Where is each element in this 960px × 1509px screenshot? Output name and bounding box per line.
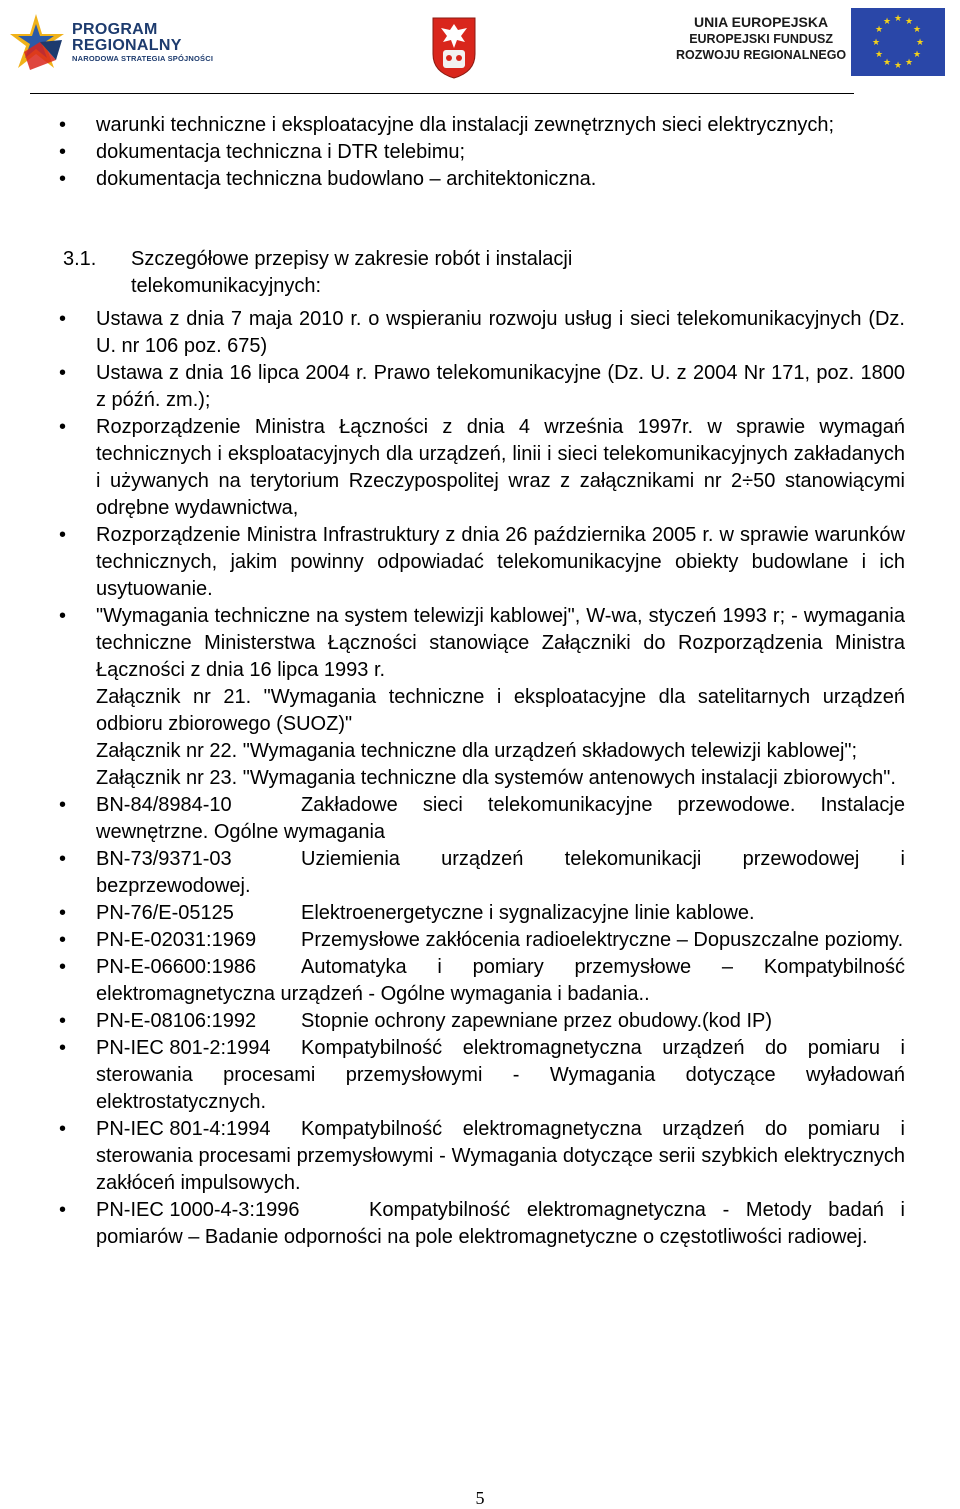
list-item: • Ustawa z dnia 16 lipca 2004 r. Prawo telekomunikacyjne (Dz. U. z 2004 Nr 171, poz. 1800 z późń. zm.); bbox=[55, 360, 905, 414]
standard-title: Przemysłowe zakłócenia radioelektryczne – Dopuszczalne poziomy. bbox=[301, 929, 904, 951]
requirements-list bbox=[55, 112, 905, 193]
svg-text:★: ★ bbox=[871, 38, 881, 48]
page-number: 5 bbox=[475, 1488, 485, 1508]
header-divider bbox=[30, 93, 854, 94]
standard-item bbox=[55, 927, 905, 954]
regulations-list bbox=[55, 306, 905, 1251]
standard-code: PN-E-08106:1992 bbox=[96, 1010, 257, 1032]
standard-code: BN-84/8984-10 bbox=[96, 794, 232, 816]
section-heading bbox=[55, 246, 905, 300]
standard-item bbox=[55, 954, 905, 1008]
standard-title: Uziemienia urządzeń telekomunikacji przewodowej i bezprzewodowej. bbox=[96, 848, 905, 897]
svg-text:★: ★ bbox=[912, 25, 922, 35]
program-regionalny-logo bbox=[10, 12, 240, 74]
standard-title: Kompatybilność elektromagnetyczna urządzeń do pomiaru i sterowania procesami przemysłowymi - Wymagania dotyczące serii szybkich elektrycznych zakłóceń impulsowych. bbox=[96, 1118, 905, 1194]
svg-text:★: ★ bbox=[893, 61, 903, 71]
standard-title: Elektroenergetyczne i sygnalizacyjne linie kablowe. bbox=[301, 902, 755, 924]
section-number: 3.1. bbox=[63, 248, 97, 270]
list-item: • Rozporządzenie Ministra Łączności z dnia 4 września 1997r. w sprawie wymagań technicznych i eksploatacyjnych dla urządzeń, linii i sieci telekomunikacyjnych zakładanych i używanych na terytorium Rzeczypospolitej wraz z załącznikami nr 2÷50 stanowiącymi odrębne wydawnictwa, bbox=[55, 414, 905, 522]
standard-item bbox=[55, 1116, 905, 1197]
attachment-item: Załącznik nr 22. "Wymagania techniczne dla urządzeń składowych telewizji kablowej"; bbox=[96, 740, 858, 762]
page-header bbox=[0, 0, 960, 90]
standard-title: Stopnie ochrony zapewniane przez obudowy.(kod IP) bbox=[301, 1010, 773, 1032]
section-title: Szczegółowe przepisy w zakresie robót i instalacji telekomunikacyjnych: bbox=[131, 248, 573, 297]
svg-text:★: ★ bbox=[912, 50, 922, 60]
standard-code: PN-IEC 801-4:1994 bbox=[96, 1118, 271, 1140]
svg-text:★: ★ bbox=[874, 25, 884, 35]
list-item: • Rozporządzenie Ministra Infrastruktury z dnia 26 października 2005 r. w sprawie warunków technicznych, jakim powinny odpowiadać telekomunikacyjne obiekty budowlane i ich usytuowanie. bbox=[55, 522, 905, 603]
document-body bbox=[55, 112, 905, 1251]
eu-flag-icon bbox=[851, 8, 945, 76]
list-item: • Ustawa z dnia 7 maja 2010 r. o wspieraniu rozwoju usług i sieci telekomunikacyjnych (Dz. U. nr 106 poz. 675) bbox=[55, 306, 905, 360]
standard-item bbox=[55, 792, 905, 846]
svg-text:★: ★ bbox=[874, 50, 884, 60]
list-item: • warunki techniczne i eksploatacyjne dla instalacji zewnętrznych sieci elektrycznych; bbox=[55, 112, 905, 139]
standard-item bbox=[55, 1035, 905, 1116]
standard-code: PN-E-02031:1969 bbox=[96, 929, 257, 951]
svg-text:★: ★ bbox=[893, 14, 903, 24]
standard-title: Kompatybilność elektromagnetyczna urządzeń do pomiaru i sterowania procesami przemysłowymi - Wymagania dotyczące wyładowań elektrostatycznych. bbox=[96, 1037, 905, 1113]
list-item bbox=[55, 603, 905, 792]
list-item: • dokumentacja techniczna budowlano – architektoniczna. bbox=[55, 166, 905, 193]
svg-text:★: ★ bbox=[882, 17, 892, 27]
standard-item bbox=[55, 1197, 905, 1251]
list-item-text: "Wymagania techniczne na system telewizji kablowej", W-wa, styczeń 1993 r; - wymagania techniczne Ministerstwa Łączności stanowiące Załączniki do Rozporządzenia Ministra Łączności z dnia 16 lipca 1993 r. bbox=[96, 605, 905, 681]
standard-code: BN-73/9371-03 bbox=[96, 848, 232, 870]
standard-code: PN-76/E-05125 bbox=[96, 902, 234, 924]
standard-code: PN-E-06600:1986 bbox=[96, 956, 257, 978]
svg-text:★: ★ bbox=[882, 58, 892, 68]
standard-item bbox=[55, 900, 905, 927]
attachment-item: Załącznik nr 21. "Wymagania techniczne i eksploatacyjne dla satelitarnych urządzeń odbioru zbiorowego (SUOZ)" bbox=[96, 686, 905, 735]
attachment-item: Załącznik nr 23. "Wymagania techniczne dla systemów antenowych instalacji zbiorowych". bbox=[96, 767, 896, 789]
svg-text:★: ★ bbox=[904, 17, 914, 27]
standard-item bbox=[55, 846, 905, 900]
svg-text:★: ★ bbox=[915, 38, 925, 48]
program-regionalny-wordmark: PROGRAM REGIONALNY NARODOWA STRATEGIA SPÓJNOŚCI bbox=[72, 21, 214, 63]
standard-item bbox=[55, 1008, 905, 1035]
standard-code: PN-IEC 1000-4-3:1996 bbox=[96, 1199, 300, 1221]
standard-code: PN-IEC 801-2:1994 bbox=[96, 1037, 271, 1059]
standard-title: Automatyka i pomiary przemysłowe – Kompatybilność elektromagnetyczna urządzeń - Ogólne wymagania i badania.. bbox=[96, 956, 905, 1005]
standard-title: Zakładowe sieci telekomunikacyjne przewodowe. Instalacje wewnętrzne. Ogólne wymagania bbox=[96, 794, 905, 843]
voivodeship-crest-icon bbox=[431, 16, 477, 80]
svg-text:★: ★ bbox=[904, 58, 914, 68]
program-star-icon bbox=[10, 12, 68, 74]
eu-fund-label: UNIA EUROPEJSKA EUROPEJSKI FUNDUSZ ROZWOJU REGIONALNEGO bbox=[676, 14, 847, 62]
list-item: • dokumentacja techniczna i DTR telebimu; bbox=[55, 139, 905, 166]
standard-title: Kompatybilność elektromagnetyczna - Metody badań i pomiarów – Badanie odporności na pole elektromagnetyczne o częstotliwości radiowej. bbox=[96, 1199, 905, 1248]
